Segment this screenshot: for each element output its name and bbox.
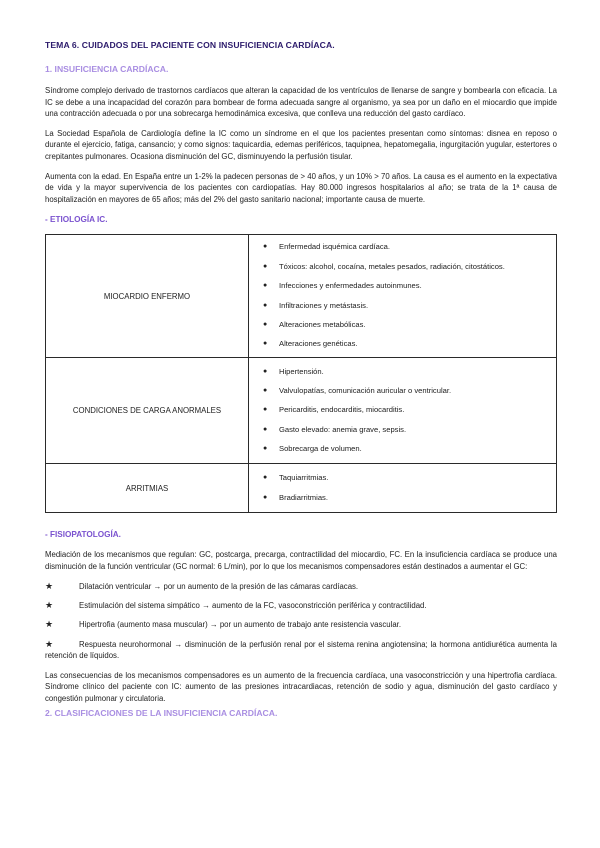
list-item: ● Hipertensión. (263, 366, 324, 376)
bullet-icon: ● (263, 367, 268, 375)
section-1-title: 1. INSUFICIENCIA CARDÍACA. (45, 64, 169, 74)
list-item: ● Taquiarritmias. (263, 473, 329, 483)
bullet-icon: ● (263, 320, 268, 328)
star-icon: ★ (45, 638, 54, 649)
bullet-icon: ● (263, 262, 268, 270)
list-item: ★ Dilatación ventricular → por un aumento de la presión de las cámaras cardíacas. (45, 580, 359, 591)
paragraph-sec-definition: La Sociedad Española de Cardiología define la IC como un síndrome en el que los pacientes presentan como síntomas: disnea en reposo o durante el ejercicio, fatiga, cansancio; y como signos: taquicardia, edemas periféricos, taquipnea, hepatomegalia, ingurgitación yugular, estertores o crepitantes pulmonares. Ocasiona disminución del GC, disminuyendo la perfusión tisular. (45, 128, 557, 161)
bullet-icon: ● (263, 406, 268, 414)
bullet-icon: ● (263, 425, 268, 433)
star-icon: ★ (45, 619, 54, 630)
physiopathology-title: - FISIOPATOLOGÍA. (45, 530, 121, 540)
list-item: ● Infiltraciones y metástasis. (263, 300, 369, 310)
category-cell: MIOCARDIO ENFERMO (46, 235, 249, 358)
list-item: ★ Respuesta neurohormonal → disminución de la perfusión renal por el sistema renina angiotensina; la hormona antidiurética aumenta la retención de líquidos. (45, 638, 557, 661)
etiology-title: - ETIOLOGÍA IC. (45, 215, 108, 225)
list-item: ★ Estimulación del sistema simpático → aumento de la FC, vasoconstricción periférica y contractilidad. (45, 599, 427, 610)
paragraph-definition: Síndrome complejo derivado de trastornos cardíacos que alteran la capacidad de los ventrículos de llenarse de sangre y bombearla con eficacia. La IC se debe a una incapacidad del corazón para bombear de forma adecuada sangre al organismo, ya sea por un daño en el miocardio que impide una contracción adecuada o por una sobrecarga hemodinámica excesiva, que conlleva una reducción del gasto cardíaco. (45, 86, 557, 119)
list-item: ● Bradiarritmias. (263, 492, 328, 502)
bullet-icon: ● (263, 340, 268, 348)
table-row (46, 464, 557, 513)
paragraph-epidemiology: Aumenta con la edad. En España entre un 1-2% la padecen personas de > 40 años, y un 10% > 70 años. La causa es el aumento en la expectativa de vida y la mayor supervivencia de los pacientes con cardiopatías. Hay 80.000 ingresos hospitalarios al año; se trata de la 1ª causa de hospitalización en mayores de 65 años; más del 2% del gasto sanitario nacional; importante causa de muerte. (45, 171, 557, 204)
table-row (46, 358, 557, 464)
paragraph-physio-conclusion: Las consecuencias de los mecanismos compensadores es un aumento de la frecuencia cardíaca, una vasoconstricción y una hipertrofia cardíaca. Síndrome clínico del paciente con IC: aumento de las presiones intracardiacas, retención de sodio y agua, disminución del gasto cardíaco y congestión pulmonar y circulatoria. (45, 670, 557, 703)
list-item: ● Gasto elevado: anemia grave, sepsis. (263, 424, 407, 434)
bullet-icon: ● (263, 474, 268, 482)
list-item: ● Pericarditis, endocarditis, miocarditis. (263, 405, 405, 415)
items-cell (249, 235, 557, 358)
list-item: ★ Hipertrofia (aumento masa muscular) → por un aumento de trabajo ante resistencia vascular. (45, 619, 401, 630)
bullet-icon: ● (263, 301, 268, 309)
list-item: ● Sobrecarga de volumen. (263, 444, 362, 454)
items-cell (249, 358, 557, 464)
bullet-icon: ● (263, 243, 268, 251)
document-title: TEMA 6. CUIDADOS DEL PACIENTE CON INSUFICIENCIA CARDÍACA. (45, 40, 335, 50)
list-item: ● Valvulopatías, comunicación auricular o ventricular. (263, 385, 452, 395)
category-cell: ARRITMIAS (46, 464, 249, 513)
category-cell: CONDICIONES DE CARGA ANORMALES (46, 358, 249, 464)
list-item: ● Alteraciones genéticas. (263, 339, 358, 349)
items-cell (249, 464, 557, 513)
etiology-table (45, 234, 557, 513)
bullet-icon: ● (263, 386, 268, 394)
list-item: ● Enfermedad isquémica cardíaca. (263, 242, 391, 252)
section-2-title: 2. CLASIFICACIONES DE LA INSUFICIENCIA CARDÍACA. (45, 708, 278, 719)
list-item: ● Infecciones y enfermedades autoinmunes. (263, 281, 422, 291)
bullet-icon: ● (263, 445, 268, 453)
table-row (46, 235, 557, 358)
document-page (45, 40, 557, 729)
bullet-icon: ● (263, 493, 268, 501)
paragraph-physio-intro: Mediación de los mecanismos que regulan: GC, postcarga, precarga, contractilidad del miocardio, FC. En la insuficiencia cardíaca se produce una disminución de la función ventricular (GC normal: 6 L/min), por lo que los mecanismos compensadores están destinados a aumentar el GC: (45, 550, 557, 571)
bullet-icon: ● (263, 282, 268, 290)
star-icon: ★ (45, 580, 54, 591)
list-item: ● Alteraciones metabólicas. (263, 319, 366, 329)
list-item: ● Tóxicos: alcohol, cocaína, metales pesados, radiación, citostáticos. (263, 261, 505, 271)
star-icon: ★ (45, 599, 54, 610)
